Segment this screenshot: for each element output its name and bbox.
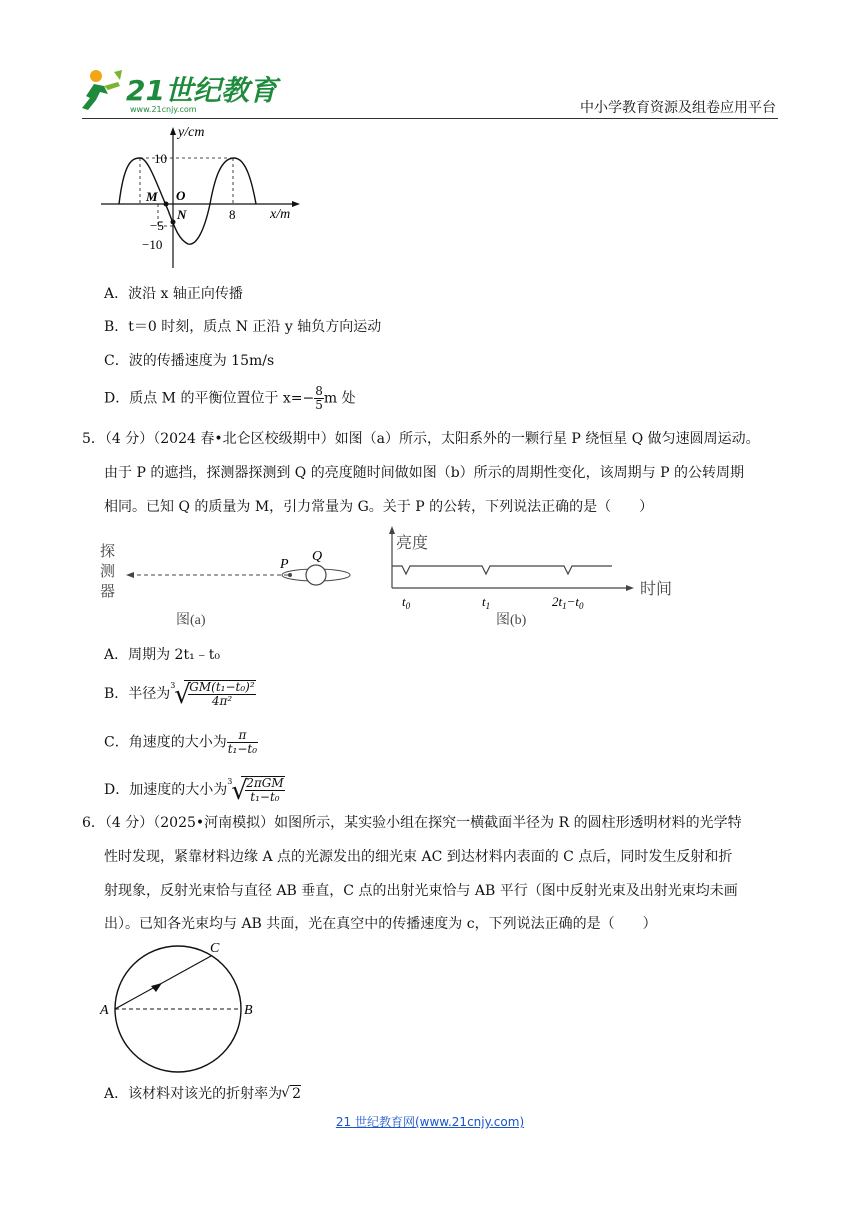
label-C: C [210, 941, 220, 956]
q6-stem-line-3: 射现象，反射光束恰与直径 AB 垂直，C 点的出射光束恰与 AB 平行（图中反射光束及出射光束均未画 [104, 883, 738, 899]
brightness-label: 亮度 [396, 535, 429, 552]
q4-option-d: D．质点 M 的平衡位置位于 x=− $\frac{8}{5}$ m 处 [104, 384, 356, 412]
logo-url: www.21cnjy.com [130, 105, 197, 114]
brightness-curve [392, 566, 612, 574]
q6-circle-figure [96, 940, 266, 1076]
y-axis-arrow-icon [170, 127, 176, 135]
planet-P [288, 573, 292, 577]
footer-link[interactable]: 21 世纪教育网(www.21cnjy.com) [335, 1115, 525, 1129]
q6-option-a: A．该材料对该光的折射率为 √ 2 [104, 1085, 302, 1102]
fig-b-x-arrow-icon [626, 585, 634, 591]
q5-option-a: A．周期为 2t₁﹣t₀ [104, 647, 220, 663]
label-Q: Q [312, 549, 323, 564]
svg-text:2t1−t0: $2t_1-t_0$ [552, 594, 584, 611]
fig-b-y-arrow-icon [389, 526, 395, 534]
tick-10: 10 [154, 151, 167, 166]
x-axis-arrow-icon [292, 201, 300, 207]
beam-arrow-icon [151, 983, 162, 992]
caption-fig-a: 图(a) [176, 613, 206, 628]
svg-text:t1: $t_1$ [482, 594, 491, 611]
svg-text:t0: $t_0$ [402, 594, 411, 611]
detector-char-2: 测 [100, 564, 116, 580]
y-axis-label: y/cm [178, 125, 205, 140]
q5-option-c: C．角速度的大小为 $\frac{\pi}{\text{t₁−t₀}}$ [104, 728, 258, 756]
q4-option-c: C．波的传播速度为 15m/s [104, 353, 275, 369]
tick-neg5: −5 [150, 218, 164, 233]
caption-fig-b: 图(b) [496, 613, 527, 628]
label-N: N [177, 207, 187, 222]
label-P: P [280, 557, 289, 572]
site-logo [78, 66, 277, 118]
label-B: B [244, 1003, 253, 1018]
q5-stem-line-3: 相同。已知 Q 的质量为 M，引力常量为 G。关于 P 的公转，下列说法正确的是（ ） [104, 499, 654, 515]
q6-stem-line-2: 性时发现，紧靠材料边缘 A 点的光源发出的细光束 AC 到达材料内表面的 C 点后，同时发生反射和折 [104, 849, 733, 865]
platform-title: 中小学教育资源及组卷应用平台 [580, 100, 776, 116]
logo-text: 21世纪教育 [126, 74, 277, 107]
q4-option-a: A．波沿 x 轴正向传播 [104, 286, 243, 302]
star-Q [306, 565, 326, 585]
q5-stem-line-2: 由于 P 的遮挡，探测器探测到 Q 的亮度随时间做如图（b）所示的周期性变化，该周期与 P 的公转周期 [104, 465, 744, 481]
detector-char-3: 器 [100, 584, 116, 600]
q5-option-b: B．半径为 3 √ $\frac{\text{GM(t₁−t₀)²}}{\text{4π²}}$ [104, 680, 255, 710]
tick-neg10: −10 [142, 237, 163, 252]
header-divider [82, 118, 778, 119]
q5-figure-a [96, 534, 366, 634]
runner-logo-icon [82, 70, 122, 110]
q4-wave-graph [96, 122, 306, 272]
x-axis-label: x/m [270, 207, 291, 222]
arrow-left-icon [126, 572, 134, 578]
light-beam-AC [115, 956, 211, 1009]
point-N [171, 220, 176, 225]
label-O: O [176, 188, 186, 203]
time-label: 时间 [640, 581, 673, 598]
point-M [164, 202, 169, 207]
q5-stem-line-1: 5．（4 分）（2024 春•北仑区校级期中）如图（a）所示，太阳系外的一颗行星 P 绕恒星 Q 做匀速圆周运动。 [82, 431, 760, 447]
q5-option-d: D．加速度的大小为 3 √ $\frac{\text{2πGM}}{\text{t₁−t₀}}$ [104, 776, 284, 806]
q5-figure-b [378, 526, 698, 634]
tick-8: 8 [229, 207, 236, 222]
wave-curve [119, 158, 256, 244]
q4-option-b: B．t＝0 时刻，质点 N 正沿 y 轴负方向运动 [104, 319, 382, 335]
q6-stem-line-1: 6．（4 分）（2025•河南模拟）如图所示，某实验小组在探究一横截面半径为 R 的圆柱形透明材料的光学特 [82, 815, 742, 831]
q6-stem-line-4: 出）。已知各光束均与 AB 共面，光在真空中的传播速度为 c，下列说法正确的是（ ） [104, 916, 657, 932]
detector-char-1: 探 [100, 544, 116, 560]
label-A: A [100, 1003, 109, 1018]
label-M: M [146, 189, 158, 204]
